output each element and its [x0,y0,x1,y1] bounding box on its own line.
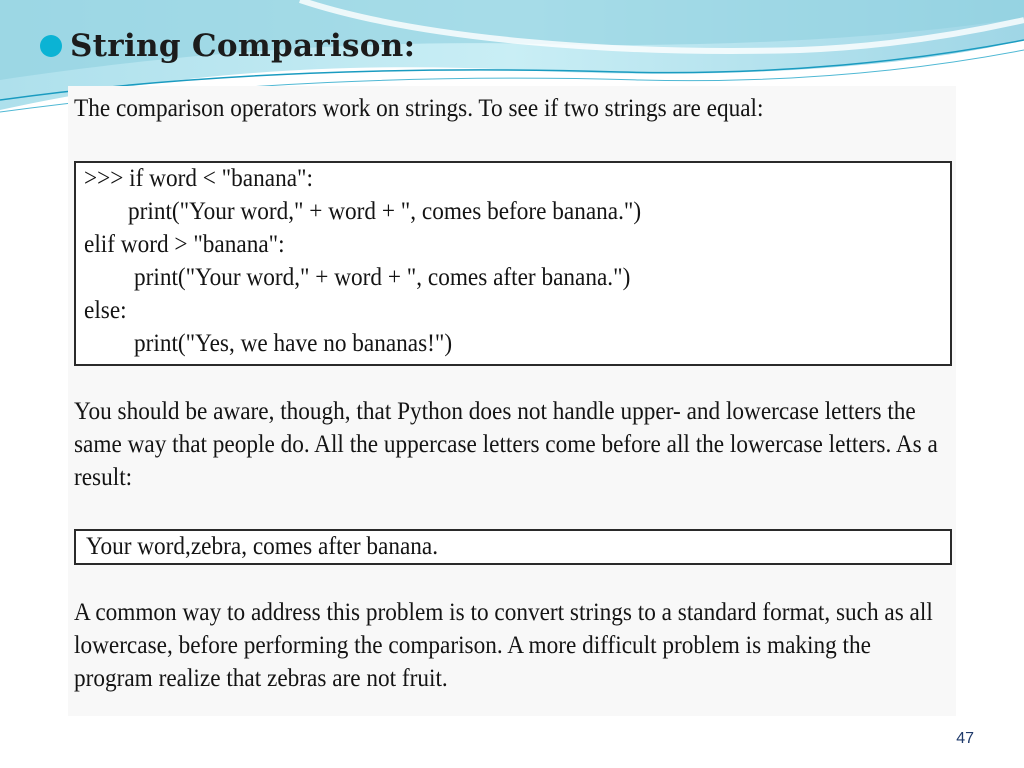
bullet-icon [40,35,62,57]
code-line: print("Yes, we have no bananas!") [134,330,453,357]
closing-paragraph: A common way to address this problem is to convert strings to a standard format, such as all lowercase, before performing the comparison. A more difficult problem is making the program realize that zebras are not fruit. [74,599,933,692]
code-block [74,161,952,366]
aware-paragraph: You should be aware, though, that Python does not handle upper- and lowercase letters the same way that people do. All the uppercase letters come before all the lowercase letters. As a result: [74,398,938,491]
slide-title: String Comparison: [70,28,416,64]
code-line: print("Your word," + word + ", comes before banana.") [128,198,642,225]
title-row [40,28,415,64]
code-line: elif word > "banana": [84,231,285,258]
code-line: >>> if word < "banana": [84,165,313,192]
output-block [74,529,952,565]
intro-paragraph: The comparison operators work on strings. To see if two strings are equal: [74,95,764,122]
content-image-panel [68,86,956,716]
code-line: print("Your word," + word + ", comes after banana.") [134,264,631,291]
code-line: else: [84,297,127,324]
page-number: 47 [956,730,974,747]
output-line: Your word,zebra, comes after banana. [86,533,439,560]
